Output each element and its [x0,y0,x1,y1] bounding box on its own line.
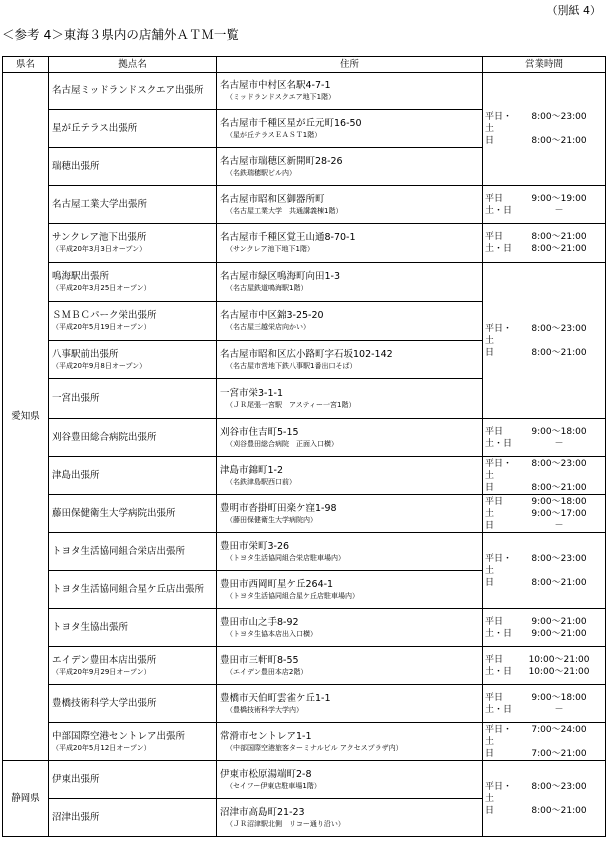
hours-line [485,482,603,494]
hours-line [485,458,603,482]
address-text: 刈谷市住吉町5-15 [220,426,299,438]
hours-days: 日 [485,805,495,816]
address-text: 名古屋市瑞穂区新開町28-26 [220,155,343,167]
branch-name-cell [49,685,217,723]
branch-name: 津島出張所 [52,469,100,481]
table-row [3,73,606,110]
hours-cell [483,533,606,609]
branch-name-cell [49,110,217,148]
table-row [3,419,606,457]
branch-opening-note: （平成20年9月29日オープン） [52,667,151,676]
address-cell [217,761,483,799]
hours-cell [483,186,606,224]
hours-time: － [554,438,564,449]
branch-name-cell [49,341,217,379]
table-row [3,723,606,761]
hours-line [485,347,603,359]
hours-days: 平日 [485,692,504,703]
address-cell [217,571,483,609]
table-row [3,224,606,263]
hours-days: 平日 [485,654,504,665]
hours-time: 9:00～21:00 [531,616,587,627]
address-text: 名古屋市昭和区御器所町 [220,193,325,205]
hours-time: － [554,520,564,531]
address-text: 名古屋市緑区鳴海町向田1-3 [220,271,341,282]
hours-line [485,205,603,217]
prefecture-cell: 静岡県 [3,761,49,837]
branch-name-cell [49,761,217,799]
address-text: 津島市錦町1-2 [220,464,284,476]
header-name: 拠点名 [49,57,217,73]
address-text: 沼津市高島町21-23 [220,806,305,818]
hours-cell [483,419,606,457]
address-cell [217,148,483,186]
address-text: 伊東市松原湯端町2-8 [220,768,312,780]
hours-line [485,748,603,760]
hours-time: 9:00～18:00 [531,692,587,703]
hours-time: 8:00～21:00 [531,805,587,816]
address-text: 常滑市セントレア1-1 [220,730,312,742]
branch-name: トヨタ生活協同組合星ケ丘店出張所 [52,583,205,595]
address-cell [217,263,483,302]
hours-line [485,508,603,520]
address-note: （トヨタ生協本店出入口横） [226,629,317,638]
hours-line [485,692,603,704]
hours-line [485,724,603,748]
branch-name-cell [49,609,217,647]
hours-days: 平日 [485,616,504,627]
hours-days: 日 [485,748,495,759]
address-note: （名古屋鉄道鳴海駅1階） [226,284,308,292]
hours-cell [483,609,606,647]
hours-line [485,231,603,243]
hours-days: 平日・土 [485,323,513,346]
branch-opening-note: （平成20年5月12日オープン） [52,743,151,752]
hours-time: 8:00～21:00 [531,136,587,146]
address-text: 名古屋市中村区名駅4-7-1 [220,80,331,91]
hours-days: 平日 [485,193,504,204]
address-cell [217,533,483,571]
hours-line [485,781,603,805]
address-note: （ミッドランドスクエア地下1階） [226,93,336,101]
hours-cell [483,495,606,533]
address-cell [217,609,483,647]
hours-time: 8:00～23:00 [531,781,587,792]
hours-time: 8:00～21:00 [531,244,587,254]
hours-cell [483,224,606,263]
branch-name: 名古屋ミッドランドスクエア出張所 [52,85,204,96]
hours-days: 平日 [485,426,504,437]
branch-name: トヨタ生活協同組合栄店出張所 [52,545,186,557]
hours-days: 土・日 [485,628,513,639]
hours-line [485,193,603,205]
address-cell [217,457,483,495]
hours-time: 7:00～21:00 [531,748,587,759]
hours-days: 平日 [485,232,504,242]
address-note: （ＪＲ尾張一宮駅 アスティー一宮1階） [226,400,356,409]
table-row [3,457,606,495]
branch-name: 伊東出張所 [52,773,100,785]
address-text: 豊明市沓掛町田楽ケ窪1-98 [220,502,337,514]
hours-days: 日 [485,520,495,531]
address-note: （トヨタ生活協同組合星ケ丘店駐車場内） [226,591,359,600]
address-note: （ＪＲ沼津駅北側 リコー通り沿い） [226,819,345,828]
table-row [3,263,606,302]
branch-name-cell [49,73,217,110]
address-note: （名鉄瑞穂駅ビル内） [226,168,296,177]
address-cell [217,73,483,110]
hours-time: 8:00～21:00 [531,232,587,242]
hours-days: 平日・土 [485,458,513,481]
address-text: 名古屋市千種区覚王山通8-70-1 [220,232,356,243]
hours-time: 9:00～19:00 [531,193,587,204]
branch-name: エイデン豊田本店出張所 [52,654,157,666]
hours-time: 10:00～21:00 [528,654,590,665]
hours-days: 土・日 [485,244,513,254]
hours-line [485,135,603,147]
table-row [3,495,606,533]
hours-line [485,577,603,589]
hours-line [485,628,603,640]
branch-name-cell [49,571,217,609]
branch-name-cell [49,457,217,495]
table-row [3,533,606,571]
address-text: 一宮市栄3-1-1 [220,387,283,399]
hours-days: 土・日 [485,704,513,715]
address-note: （名古屋市営地下鉄八事駅1番出口そば） [226,361,357,370]
branch-name: 豊橋技術科学大学出張所 [52,697,157,709]
address-note: （藤田保健衛生大学病院内） [226,515,317,524]
branch-name: 八事駅前出張所 [52,348,119,360]
branch-name-cell [49,533,217,571]
header-hours: 営業時間 [483,57,606,73]
hours-line [485,243,603,255]
address-cell [217,341,483,379]
header-address: 住所 [217,57,483,73]
address-note: （刈谷豊田総合病院 正面入口横） [226,439,338,448]
hours-cell [483,73,606,186]
branch-name-cell [49,186,217,224]
hours-cell [483,647,606,685]
branch-name-cell [49,263,217,302]
address-cell [217,186,483,224]
branch-name-cell [49,647,217,685]
hours-line [485,111,603,135]
hours-line [485,616,603,628]
branch-name: 星が丘テラス出張所 [52,122,138,134]
hours-cell [483,761,606,837]
address-cell [217,224,483,263]
hours-time: 9:00～21:00 [531,628,587,639]
table-row [3,647,606,685]
hours-line [485,496,603,508]
hours-days: 土・日 [485,438,513,449]
branch-name-cell [49,379,217,419]
hours-time: 7:00～24:00 [531,724,587,735]
atm-table [2,56,606,837]
table-row [3,186,606,224]
branch-name: 刈谷豊田総合病院出張所 [52,431,157,443]
hours-time: － [554,205,564,216]
hours-time: － [554,704,564,715]
address-note: （豊橋技術科学大学内） [226,705,303,714]
hours-days: 日 [485,577,495,588]
hours-days: 日 [485,347,495,358]
annex-label: （別紙 4） [546,4,601,17]
address-text: 豊田市三軒町8-55 [220,654,299,666]
hours-time: 8:00～21:00 [531,482,587,493]
table-row [3,685,606,723]
branch-name-cell [49,723,217,761]
address-text: 名古屋市昭和区広小路町字石坂102-142 [220,348,393,360]
address-note: （セイフー伊東店駐車場1階） [226,781,321,790]
branch-name: 沼津出張所 [52,811,100,823]
branch-name: 一宮出張所 [52,392,100,404]
address-note: （名古屋工業大学 共通講義棟1階） [226,206,343,215]
hours-line [485,805,603,817]
page-title: ＜参考 4＞東海３県内の店舗外ＡＴＭ一覧 [2,27,239,42]
hours-line [485,323,603,347]
branch-opening-note: （平成20年3月3日オープン） [52,245,147,253]
address-text: 豊田市栄町3-26 [220,540,290,552]
hours-cell [483,457,606,495]
branch-name: 名古屋工業大学出張所 [52,198,148,210]
hours-days: 土・日 [485,205,513,216]
hours-time: 8:00～23:00 [531,458,587,469]
address-text: 豊橋市天伯町雲雀ケ丘1-1 [220,692,331,704]
branch-name-cell [49,495,217,533]
hours-line [485,704,603,716]
hours-time: 9:00～18:00 [531,496,587,507]
branch-name: 鳴海駅出張所 [52,271,110,282]
address-note: （サンクレア池下地下1階） [226,245,314,253]
address-note: （名古屋三越栄店向かい） [226,323,310,331]
address-note: （トヨタ生活協同組合栄店駐車場内） [226,553,345,562]
address-cell [217,723,483,761]
header-row [3,57,606,73]
hours-days: 平日 [485,496,504,507]
branch-name-cell [49,419,217,457]
hours-days: 土・日 [485,666,513,677]
address-cell [217,302,483,341]
hours-line [485,520,603,532]
address-note: （中部国際空港旅客ターミナルビル アクセスプラザ内） [226,743,403,752]
table-row [3,761,606,799]
branch-name-cell [49,302,217,341]
hours-time: 8:00～21:00 [531,347,587,358]
hours-time: 10:00～21:00 [528,666,590,677]
address-cell [217,379,483,419]
address-cell [217,110,483,148]
hours-time: 9:00～17:00 [531,508,587,519]
branch-opening-note: （平成20年5月19日オープン） [52,323,151,331]
branch-name: 藤田保健衛生大学病院出張所 [52,507,176,519]
hours-days: 平日・土 [485,781,513,804]
branch-opening-note: （平成20年3月25日オープン） [52,284,151,292]
address-note: （名鉄津島駅西口前） [226,477,296,486]
hours-line [485,553,603,577]
hours-cell [483,723,606,761]
address-cell [217,685,483,723]
address-cell [217,419,483,457]
hours-time: 8:00～23:00 [531,112,587,122]
address-text: 名古屋市千種区星が丘元町16-50 [220,117,362,129]
hours-line [485,438,603,450]
address-text: 豊田市西岡町星ケ丘264-1 [220,578,334,590]
hours-days: 平日・土 [485,553,513,576]
address-text: 豊田市山之手8-92 [220,616,299,628]
branch-name: 瑞穂出張所 [52,160,100,172]
hours-cell [483,263,606,419]
hours-line [485,666,603,678]
hours-line [485,426,603,438]
branch-name: ＳＭＢＣパーク栄出張所 [52,310,157,321]
address-note: （エイデン豊田本店2階） [226,667,308,676]
hours-time: 8:00～21:00 [531,577,587,588]
prefecture-cell: 愛知県 [3,73,49,761]
branch-name-cell [49,799,217,837]
table-row [3,609,606,647]
header-pref: 県名 [3,57,49,73]
branch-name: サンクレア池下出張所 [52,232,147,243]
hours-time: 8:00～23:00 [531,323,587,334]
branch-name-cell [49,148,217,186]
branch-name: トヨタ生協出張所 [52,621,129,633]
address-cell [217,495,483,533]
hours-cell [483,685,606,723]
hours-days: 土 [485,508,495,519]
address-note: （星が丘テラスＥＡＳＴ1階） [226,130,322,139]
address-text: 名古屋市中区錦3-25-20 [220,310,324,321]
hours-days: 平日・土 [485,112,513,134]
hours-time: 8:00～23:00 [531,553,587,564]
hours-days: 日 [485,482,495,493]
hours-line [485,654,603,666]
address-cell [217,647,483,685]
address-cell [217,799,483,837]
branch-opening-note: （平成20年9月8日オープン） [52,361,147,370]
hours-time: 9:00～18:00 [531,426,587,437]
branch-name-cell [49,224,217,263]
hours-days: 平日・土 [485,724,513,747]
branch-name: 中部国際空港セントレア出張所 [52,730,186,742]
hours-days: 日 [485,136,495,146]
